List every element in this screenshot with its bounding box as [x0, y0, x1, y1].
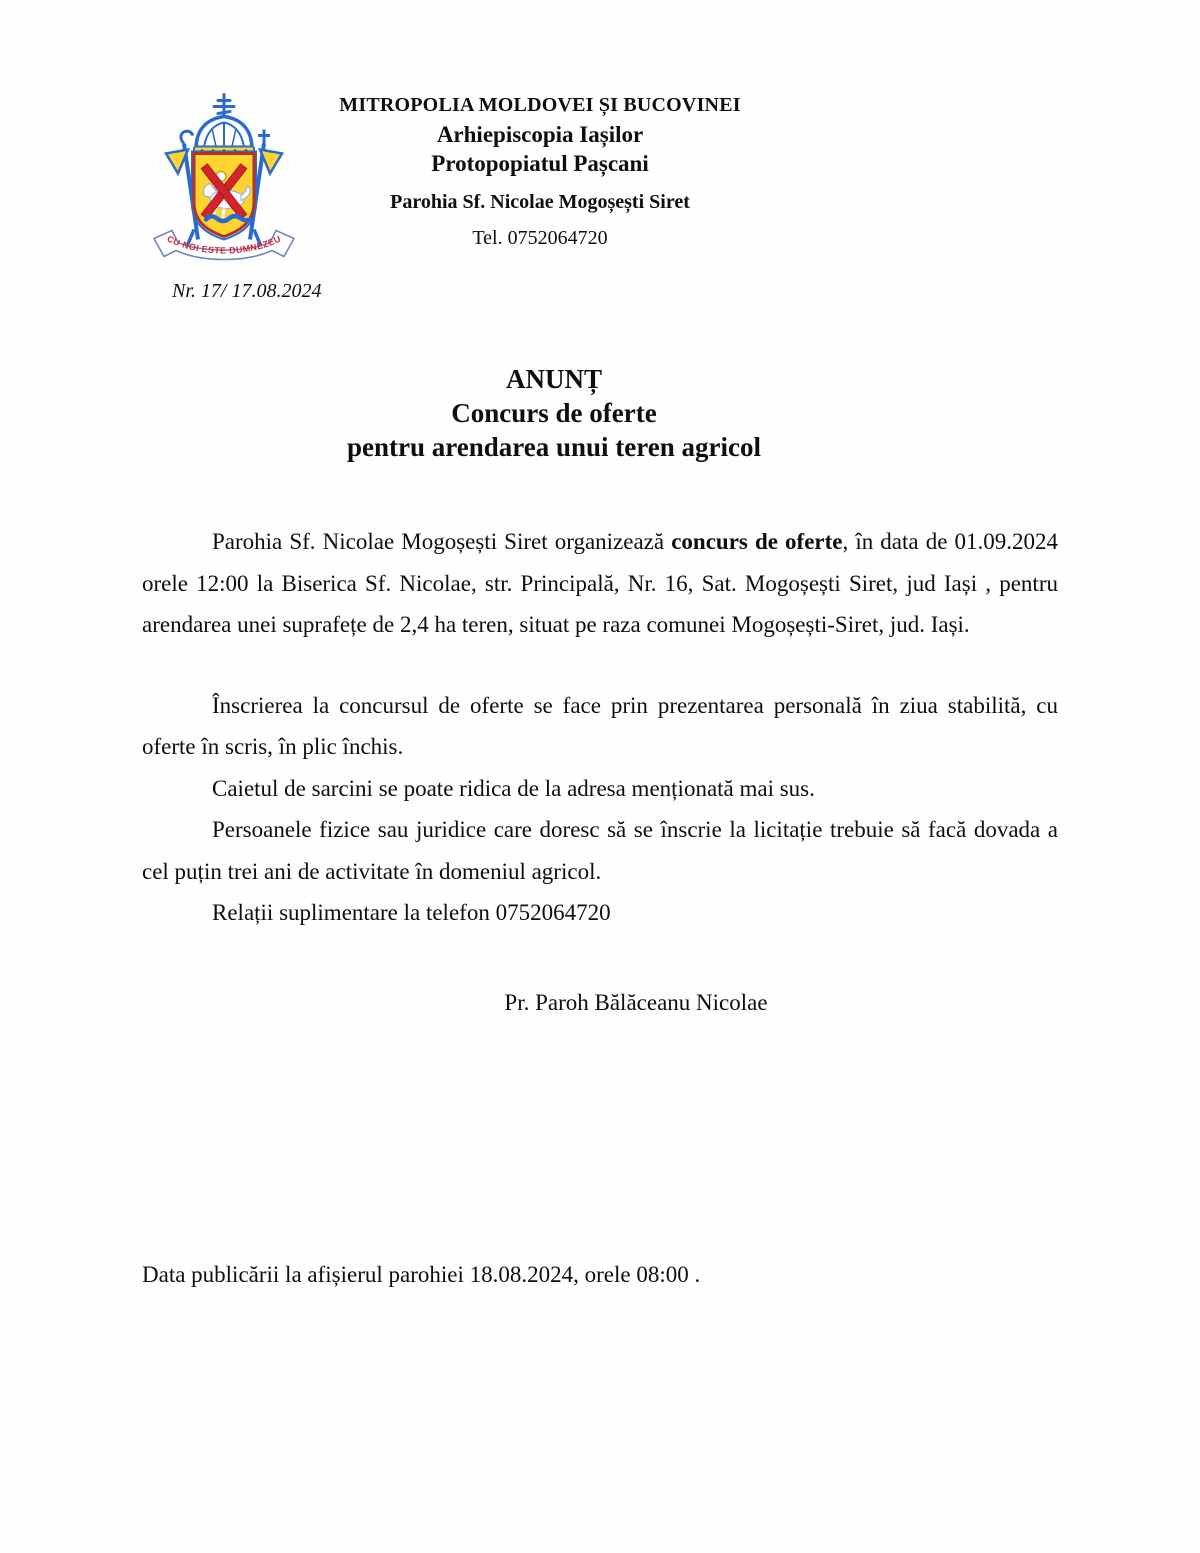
paragraph-1-text: Parohia Sf. Nicolae Mogoșești Siret organizează [212, 529, 672, 554]
paragraph-registration: Înscrierea la concursul de oferte se face prin prezentarea personală în ziua stabilită, cu oferte în scris, în plic închis. [142, 692, 1058, 759]
document-body [142, 521, 1058, 1296]
paragraph-1-bold-phrase: concurs de oferte [671, 529, 843, 554]
motto-text: CU NOI ESTE DUMNEZEU [165, 233, 283, 256]
document-title [94, 362, 1014, 464]
signature-line: Pr. Paroh Bălăceanu Nicolae [504, 989, 768, 1015]
phone-line: Tel. 0752064720 [472, 227, 608, 249]
paragraph-specifications: Caietul de sarcini se poate ridica de la adresa menționată mai sus. [212, 775, 815, 801]
title-line-2: Concurs de oferte [451, 398, 657, 428]
title-line-1: ANUNȚ [505, 364, 602, 394]
publication-date-line: Data publicării la afișierul parohiei 18.08.2024, orele 08:00 . [142, 1262, 701, 1287]
paragraph-eligibility: Persoanele fizice sau juridice care doresc să se înscrie la licitație trebuie să facă dovada a cel puțin trei ani de activitate în domeniul agricol. [142, 817, 1058, 884]
title-line-3: pentru arendarea unui teren agricol [347, 432, 761, 462]
letterhead [240, 94, 840, 250]
parish-name: Parohia Sf. Nicolae Mogoșești Siret [390, 191, 690, 213]
archdiocese-name: Arhiepiscopia Iașilor [436, 122, 644, 147]
paragraph-contact: Relații suplimentare la telefon 0752064720 [212, 900, 611, 925]
metropolis-name: MITROPOLIA MOLDOVEI ȘI BUCOVINEI [339, 94, 741, 116]
paragraph-1-continuation: , în data de 01.09.2024 orele 12:00 la Biserica Sf. Nicolae, str. Principală, Nr. 16, Sat. Mogoșești Siret, jud Iași , pentru arendarea unei suprafețe de 2,4 ha teren, situat pe raza comunei Mogoșești-Siret, jud. Iași. [142, 529, 1059, 637]
deanery-name: Protopopiatul Pașcani [431, 151, 649, 176]
paragraph-announcement [142, 521, 1058, 646]
document-number: Nr. 17/ 17.08.2024 [172, 280, 322, 302]
